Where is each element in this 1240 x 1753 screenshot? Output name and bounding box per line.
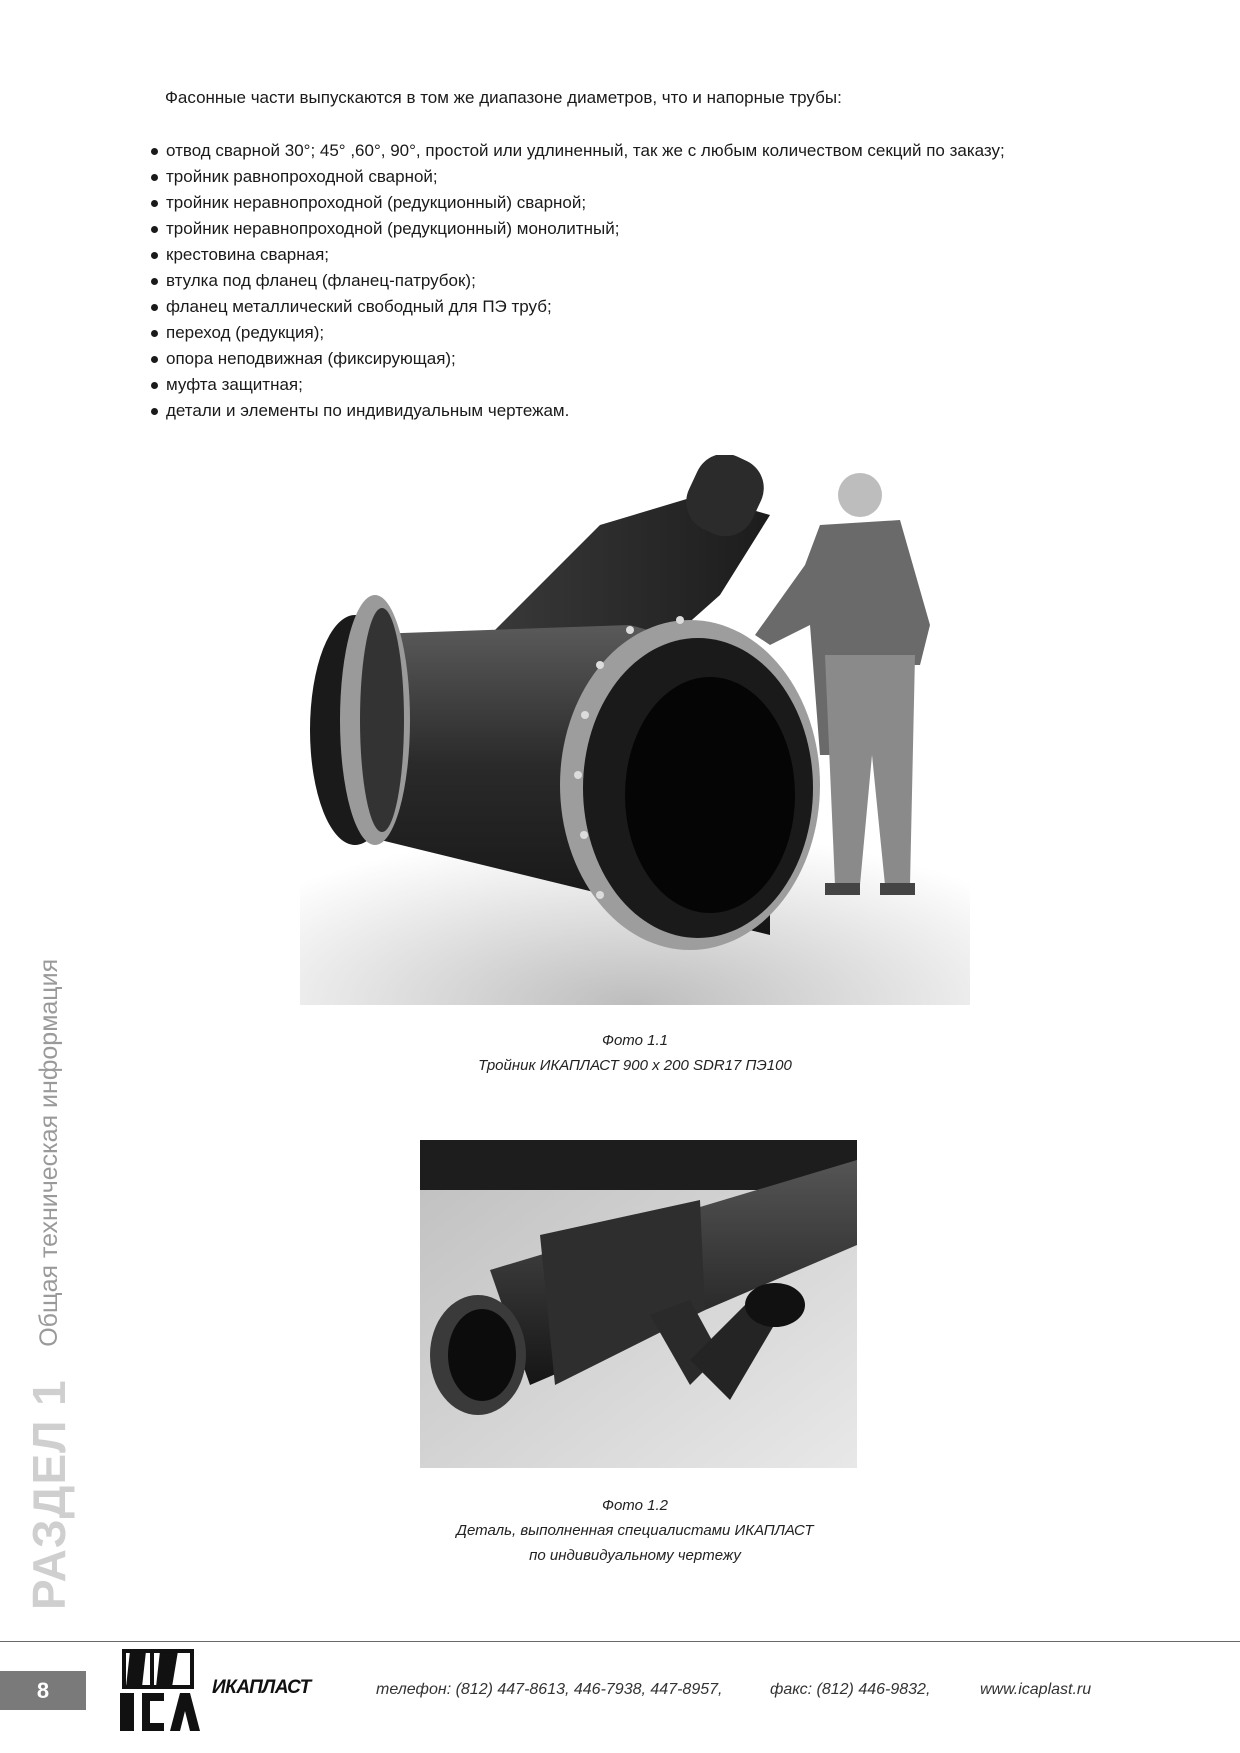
photo-custom-detail — [420, 1140, 857, 1468]
list-item: тройник неравнопроходной (редукционный) сварной; — [150, 190, 1005, 216]
list-item: муфта защитная; — [150, 372, 1005, 398]
list-item: крестовина сварная; — [150, 242, 1005, 268]
photo1-caption-text: Тройник ИКАПЛАСТ 900 х 200 SDR17 ПЭ100 — [478, 1057, 792, 1074]
list-item: тройник неравнопроходной (редукционный) монолитный; — [150, 216, 1005, 242]
page-number: 8 — [0, 1671, 86, 1710]
photo1-caption-number: Фото 1.1 — [602, 1032, 668, 1049]
photo-tee — [300, 455, 970, 1005]
contact-phone: телефон: (812) 447-8613, 446-7938, 447-8957, — [376, 1681, 723, 1698]
intro-text: Фасонные части выпускаются в том же диапазоне диаметров, что и напорные трубы: — [165, 88, 842, 107]
section-title: Общая техническая информация — [34, 958, 63, 1347]
list-item: переход (редукция); — [150, 320, 1005, 346]
photo1-caption — [400, 1028, 870, 1078]
brand-name: ИКАПЛАСТ — [212, 1677, 311, 1698]
list-item: детали и элементы по индивидуальным чертежам. — [150, 398, 1005, 424]
footer-divider — [0, 1641, 1240, 1642]
section-sidebar — [22, 730, 92, 1610]
photo2-caption-line1: Деталь, выполненная специалистами ИКАПЛАСТ — [456, 1522, 814, 1539]
photo2-caption-number: Фото 1.2 — [602, 1497, 668, 1514]
photo2-caption-line2: по индивидуальному чертежу — [529, 1547, 741, 1564]
icaplast-logo-icon — [116, 1645, 200, 1735]
section-number: РАЗДЕЛ 1 — [23, 1379, 75, 1610]
list-item: отвод сварной 30°; 45° ,60°, 90°, простой или удлиненный, так же с любым количеством секций по заказу; — [150, 138, 1005, 164]
list-item: тройник равнопроходной сварной; — [150, 164, 1005, 190]
fittings-list — [150, 138, 1005, 424]
list-item: фланец металлический свободный для ПЭ труб; — [150, 294, 1005, 320]
contact-fax: факс: (812) 446-9832, — [770, 1681, 931, 1698]
list-item: опора неподвижная (фиксирующая); — [150, 346, 1005, 372]
website-link[interactable]: www.icaplast.ru — [980, 1681, 1092, 1698]
photo2-caption — [400, 1493, 870, 1568]
list-item: втулка под фланец (фланец-патрубок); — [150, 268, 1005, 294]
